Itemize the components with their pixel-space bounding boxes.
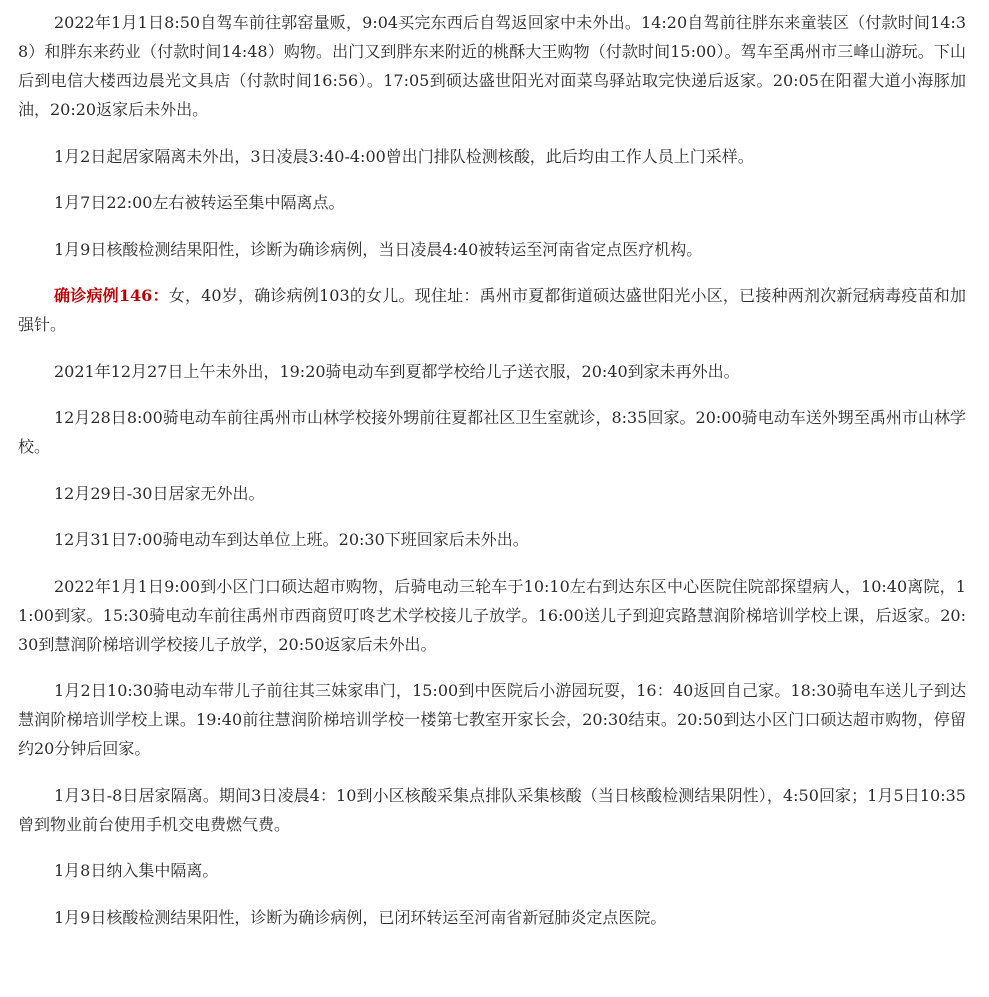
case146-label: 确诊病例146： — [54, 286, 169, 305]
paragraph-case146-jan9: 1月9日核酸检测结果阳性，诊断为确诊病例，已闭环转运至河南省新冠肺炎定点医院。 — [54, 907, 667, 927]
case146-description: 女，40岁，确诊病例103的女儿。现住址：禹州市夏都街道硕达盛世阳光小区，已接种两剂次新冠病毒疫苗和加强针。 — [18, 286, 966, 334]
paragraph-case146-dec27: 2021年12月27日上午未外出，19:20骑电动车到夏都学校给儿子送衣服，20:40到家未再外出。 — [54, 361, 740, 381]
paragraph-case146-intro — [18, 281, 966, 339]
article-body — [18, 8, 966, 949]
paragraph-case103-jan2: 1月2日起居家隔离未外出，3日凌晨3:40-4:00曾出门排队检测核酸，此后均由工作人员上门采样。 — [54, 146, 754, 166]
paragraph-case146-jan2: 1月2日10:30骑电动车带儿子前往其三妹家串门，15:00到中医院后小游园玩耍，16：40返回自己家。18:30骑电车送儿子到达慧润阶梯培训学校上课。19:40前往慧润阶梯培训学校一楼第七教室开家长会，20:30结束。20:50到达小区门口硕达超市购物，停留约20分钟后回家。 — [18, 681, 966, 758]
paragraph-case146-dec29: 12月29日-30日居家无外出。 — [54, 483, 265, 503]
paragraph-case146-jan1: 2022年1月1日9:00到小区门口硕达超市购物，后骑电动三轮车于10:10左右到达东区中心医院住院部探望病人，10:40离院，11:00到家。15:30骑电动车前往禹州市西商贸叮咚艺术学校接儿子放学。16:00送儿子到迎宾路慧润阶梯培训学校上课，后返家。20:30到慧润阶梯培训学校接儿子放学，20:50返家后未外出。 — [18, 576, 966, 654]
paragraph-case146-dec31: 12月31日7:00骑电动车到达单位上班。20:30下班回家后未外出。 — [54, 530, 529, 549]
paragraph-case103-jan9: 1月9日核酸检测结果阳性，诊断为确诊病例，当日凌晨4:40被转运至河南省定点医疗机构。 — [54, 239, 703, 259]
paragraph-case146-dec28: 12月28日8:00骑电动车前往禹州市山林学校接外甥前往夏都社区卫生室就诊，8:35回家。20:00骑电动车送外甥至禹州市山林学校。 — [18, 408, 966, 456]
paragraph-case103-jan7: 1月7日22:00左右被转运至集中隔离点。 — [54, 193, 345, 212]
paragraph-case103-jan1: 2022年1月1日8:50自驾车前往郭窑量贩，9:04买完东西后自驾返回家中未外出。14:20自驾前往胖东来童装区（付款时间14:38）和胖东来药业（付款时间14:48）购物。出门又到胖东来附近的桃酥大王购物（付款时间15:00）。驾车至禹州市三峰山游玩。下山后到电信大楼西边晨光文具店（付款时间16:56）。17:05到硕达盛世阳光对面菜鸟驿站取完快递后返家。20:05在阳翟大道小海豚加油，20:20返家后未外出。 — [18, 13, 966, 119]
paragraph-case146-jan8: 1月8日纳入集中隔离。 — [54, 861, 219, 880]
paragraph-case146-jan3: 1月3日-8日居家隔离。期间3日凌晨4：10到小区核酸采集点排队采集核酸（当日核酸检测结果阴性），4:50回家；1月5日10:35曾到物业前台使用手机交电费燃气费。 — [18, 785, 966, 834]
